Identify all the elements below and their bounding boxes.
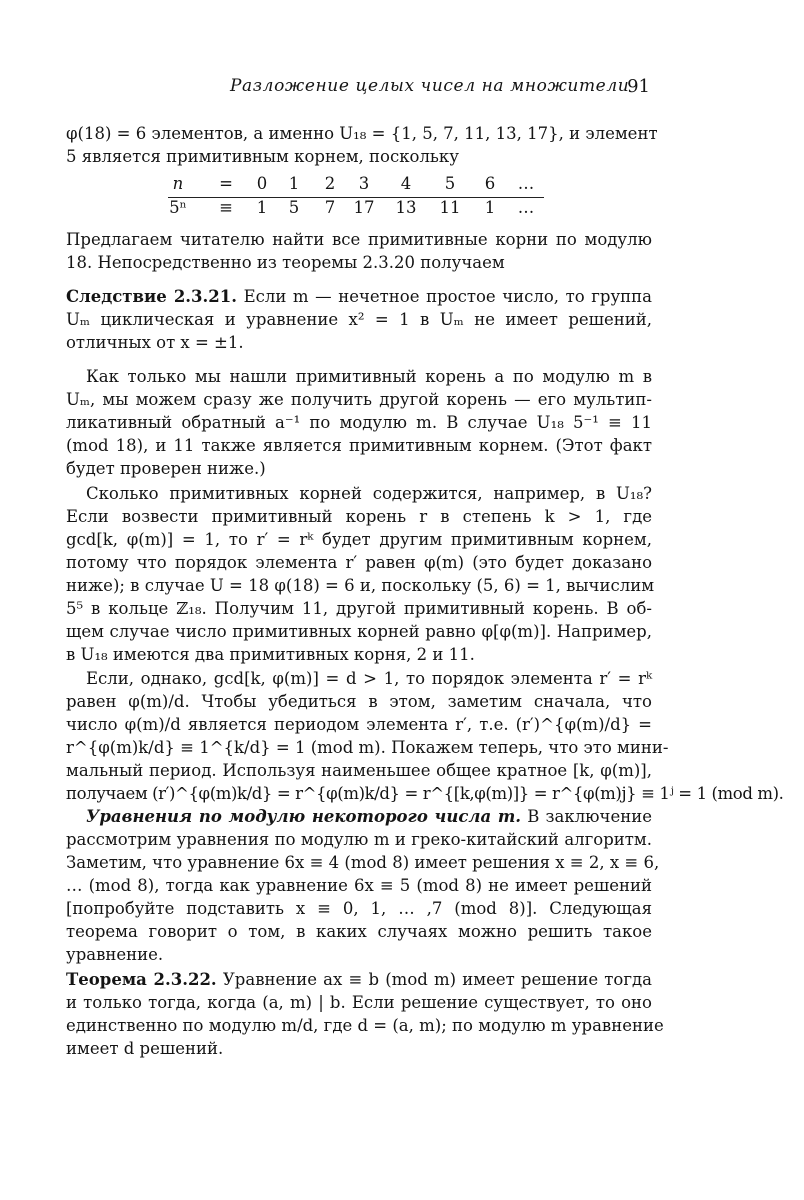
text-line: Сколько примитивных корней содержится, например, в U₁₈? — [86, 484, 652, 503]
text-line: единственно по модулю m/d, где d = (a, m); по модулю m уравнение — [66, 1016, 664, 1035]
text-line: φ(18) = 6 элементов, а именно U₁₈ = {1, 5, 7, 11, 13, 17}, и элемент — [66, 124, 658, 143]
text-line: Uₘ циклическая и уравнение x² = 1 в Uₘ не имеет решений, — [66, 310, 652, 329]
text-line: Предлагаем читателю найти все примитивные корни по модулю — [66, 230, 652, 249]
table-row — [168, 198, 548, 222]
text-line: мальный период. Используя наименьшее общее кратное [k, φ(m)], — [66, 761, 652, 780]
text-line: будет проверен ниже.) — [66, 459, 266, 478]
table-cell: ≡ — [219, 198, 233, 217]
theorem-line — [66, 968, 652, 992]
table-cell: 4 — [400, 174, 412, 193]
table-cell: 11 — [439, 198, 461, 217]
table-cell: 5 — [444, 174, 456, 193]
text-line: ниже); в случае U = 18 φ(18) = 6 и, поскольку (5, 6) = 1, вычислим — [66, 576, 655, 595]
table-cell: 13 — [395, 198, 417, 217]
table-cell: 7 — [324, 198, 336, 217]
table-cell: n — [172, 174, 184, 193]
running-header — [230, 76, 650, 106]
text-line: потому что порядок элемента r′ равен φ(m) (это будет доказано — [66, 553, 652, 572]
text-line: … (mod 8), тогда как уравнение 6x ≡ 5 (mod 8) не имеет решений — [66, 876, 652, 895]
text-line: 18. Непосредственно из теоремы 2.3.20 получаем — [66, 253, 505, 272]
text-line: [попробуйте подставить x ≡ 0, 1, … ,7 (mod 8)]. Следующая — [66, 899, 652, 918]
text-line: получаем (r′)^{φ(m)k/d} = r^{φ(m)k/d} = r^{[k,φ(m)]} = r^{φ(m)j} ≡ 1ʲ = 1 (mod m). — [66, 784, 784, 803]
table-cell: … — [517, 174, 535, 193]
text-line: Если возвести примитивный корень r в степень k > 1, где — [66, 507, 652, 526]
text-line: Если, однако, gcd[k, φ(m)] = d > 1, то порядок элемента r′ = rᵏ — [86, 669, 652, 688]
section-text: В заключение — [527, 807, 652, 826]
header-title: Разложение целых чисел на множители — [230, 76, 630, 96]
table-cell: 17 — [353, 198, 375, 217]
table-cell: 1 — [288, 174, 300, 193]
table-cell: 5 — [288, 198, 300, 217]
text-line: в U₁₈ имеются два примитивных корня, 2 и 11. — [66, 645, 475, 664]
text-line: Uₘ, мы можем сразу же получить другой корень — его мультип- — [66, 390, 652, 409]
text-line: щем случае число примитивных корней равно φ[φ(m)]. Например, — [66, 622, 652, 641]
text-line: рассмотрим уравнения по модулю m и греко-китайский алгоритм. — [66, 830, 652, 849]
section-first-line — [66, 805, 652, 829]
table-row — [168, 174, 548, 198]
table-cell: 6 — [484, 174, 496, 193]
text-line: теорема говорит о том, в каких случаях можно решить такое — [66, 922, 652, 941]
text-line: Как только мы нашли примитивный корень a по модулю m в — [86, 367, 652, 386]
corollary-text: Если m — нечетное простое число, то группа — [243, 287, 653, 306]
text-line: (mod 18), и 11 также является примитивным корнем. (Этот факт — [66, 436, 652, 455]
table-cell: … — [517, 198, 535, 217]
table-cell: 1 — [256, 198, 268, 217]
text-line: имеет d решений. — [66, 1039, 224, 1058]
text-line: число φ(m)/d является периодом элемента r′, т.е. (r′)^{φ(m)/d} = — [66, 715, 652, 734]
text-line: 5⁵ в кольце ℤ₁₈. Получим 11, другой примитивный корень. В об- — [66, 599, 652, 618]
corollary-label: Следствие 2.3.21. — [66, 287, 237, 306]
table-cell: 5ⁿ — [169, 198, 187, 217]
power-table — [168, 174, 548, 222]
text-line: и только тогда, когда (a, m) | b. Если решение существует, то оно — [66, 993, 652, 1012]
text-line: gcd[k, φ(m)] = 1, то r′ = rᵏ будет другим примитивным корнем, — [66, 530, 652, 549]
text-line: 5 является примитивным корнем, поскольку — [66, 147, 459, 166]
text-line: ликативный обратный a⁻¹ по модулю m. В случае U₁₈ 5⁻¹ ≡ 11 — [66, 413, 652, 432]
table-cell: 1 — [484, 198, 496, 217]
theorem-text: Уравнение ax ≡ b (mod m) имеет решение тогда — [222, 970, 653, 989]
table-cell: 3 — [358, 174, 370, 193]
text-line: равен φ(m)/d. Чтобы убедиться в этом, заметим сначала, что — [66, 692, 652, 711]
text-line: r^{φ(m)k/d} ≡ 1^{k/d} = 1 (mod m). Покажем теперь, что это мини- — [66, 738, 669, 757]
page-number: 91 — [627, 76, 650, 97]
text-line: Заметим, что уравнение 6x ≡ 4 (mod 8) имеет решения x ≡ 2, x ≡ 6, — [66, 853, 660, 872]
table-cell: 0 — [256, 174, 268, 193]
section-heading: Уравнения по модулю некоторого числа m. — [86, 807, 522, 826]
table-cell: = — [219, 174, 233, 193]
theorem-label: Теорема 2.3.22. — [66, 970, 217, 989]
text-line: отличных от x = ±1. — [66, 333, 244, 352]
corollary-line — [66, 285, 652, 309]
table-cell: 2 — [324, 174, 336, 193]
text-line: уравнение. — [66, 945, 164, 964]
